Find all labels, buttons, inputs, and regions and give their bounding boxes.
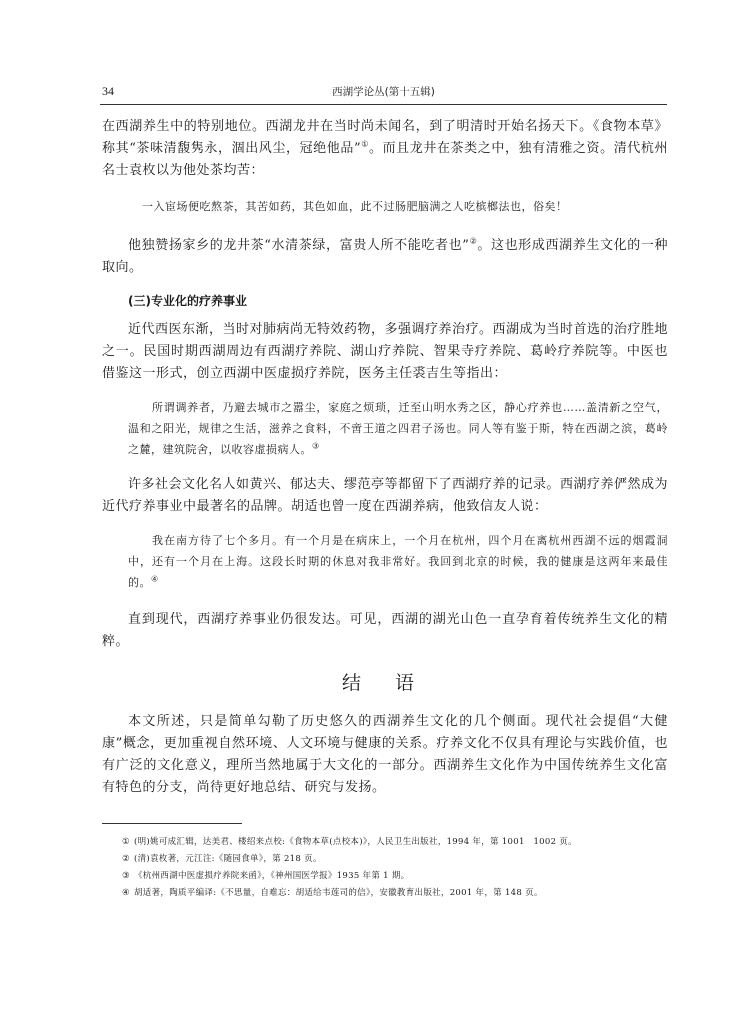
footnote-item: ③ 《杭州西湖中医虚损疗养院来函》，《神州国医学报》1935 年第 1 期。 (122, 871, 410, 881)
paragraph-6: 本文所述，只是简单勾勒了历史悠久的西湖养生文化的几个侧面。现代社会提倡“大健康”概念，更加重视自然环境、人文环境与健康的关系。疗养文化不仅具有理论与实践价值，也有广泛的文化意义，理所当然地属于大文化的一部分。西湖养生文化作为中国传统养生文化富有特色的分支，尚待更好地总结、研究与发扬。 (102, 714, 668, 795)
quote-sanatorium: 所谓调养者，乃避去城市之嚣尘，家庭之烦琐，迁至山明水秀之区，静心疗养也……盖清新之空气，温和之阳光，规律之生活，滋养之食料，不啻王道之四君子汤也。同人等有鉴于斯，特在西湖之滨，葛岭之麓，建筑院舍，以收容虚损病人。③ (128, 401, 668, 456)
quote-yuan-mei: 一入宦场便吃熬茶，其苦如药，其色如血，此不过肠肥脑满之人吃槟榔法也，俗矣！ (142, 200, 568, 213)
footnote-ref-4[interactable]: ④ (151, 574, 159, 584)
footnote-ref-3[interactable]: ③ (312, 441, 320, 451)
footnotes (102, 823, 668, 902)
page-number: 34 (102, 84, 114, 98)
section-heading: (三)专业化的疗养事业 (128, 294, 247, 308)
conclusion-title: 结 语 (341, 672, 429, 694)
footnote-item: ④ 胡适著，陶质平编译:《不思量，自难忘：胡适给韦莲司的信》，安徽教育出版社，2001 年，第 148 页。 (122, 888, 543, 898)
paragraph-2: 他独赞扬家乡的龙井茶“水清茶绿，富贵人所不能吃者也”②。这也形成西湖养生文化的一种取向。 (102, 236, 669, 275)
footnote-ref-2[interactable]: ② (469, 236, 478, 246)
page-header (100, 84, 667, 105)
footnote-item: ① (明)姚可成汇辑，达美君、楼绍来点校:《食物本草(点校本)》，人民卫生出版社，1994 年，第 1001 1002 页。 (122, 837, 577, 847)
footnote-ref-1[interactable]: ① (361, 139, 369, 149)
main-text (102, 116, 668, 799)
footnote-divider (102, 823, 242, 824)
paragraph-5: 直到现代，西湖疗养事业仍很发达。可见，西湖的湖光山色一直孕育着传统养生文化的精粹。 (102, 612, 668, 649)
paragraph-4: 许多社会文化名人如黄兴、郁达夫、缪范亭等都留下了西湖疗养的记录。西湖疗养俨然成为近代疗养事业中最著名的品牌。胡适也曾一度在西湖养病，他致信友人说： (102, 477, 669, 514)
footnote-item: ② (清)袁枚著，元江注:《随园食单》，第 218 页。 (122, 854, 322, 864)
paragraph-3: 近代西医东渐，当时对肺病尚无特效药物，多强调疗养治疗。西湖成为当时首选的治疗胜地之一。民国时期西湖周边有西湖疗养院、湖山疗养院、智果寺疗养院、葛岭疗养院等。中医也借鉴这一形式，创立西湖中医虚损疗养院，医务主任裘吉生等指出： (102, 322, 669, 381)
paragraph-1: 在西湖养生中的特别地位。西湖龙井在当时尚未闻名，到了明清时开始名扬天下。《食物本草》称其“茶味清馥隽永，涸出风尘，冠绝他品”①。而且龙井在茶类之中，独有清雅之资。清代杭州名士袁枚以为他处茶均苦： (102, 119, 668, 178)
running-title: 西湖学论丛(第十五辑) (332, 86, 435, 98)
quote-hu-shi: 我在南方待了七个多月。有一个月是在病床上，一个月在杭州，四个月在离杭州西湖不远的烟霞洞中，还有一个月在上海。这段长时期的休息对我非常好。我回到北京的时候，我的健康是这两年来最佳的。④ (128, 534, 668, 589)
